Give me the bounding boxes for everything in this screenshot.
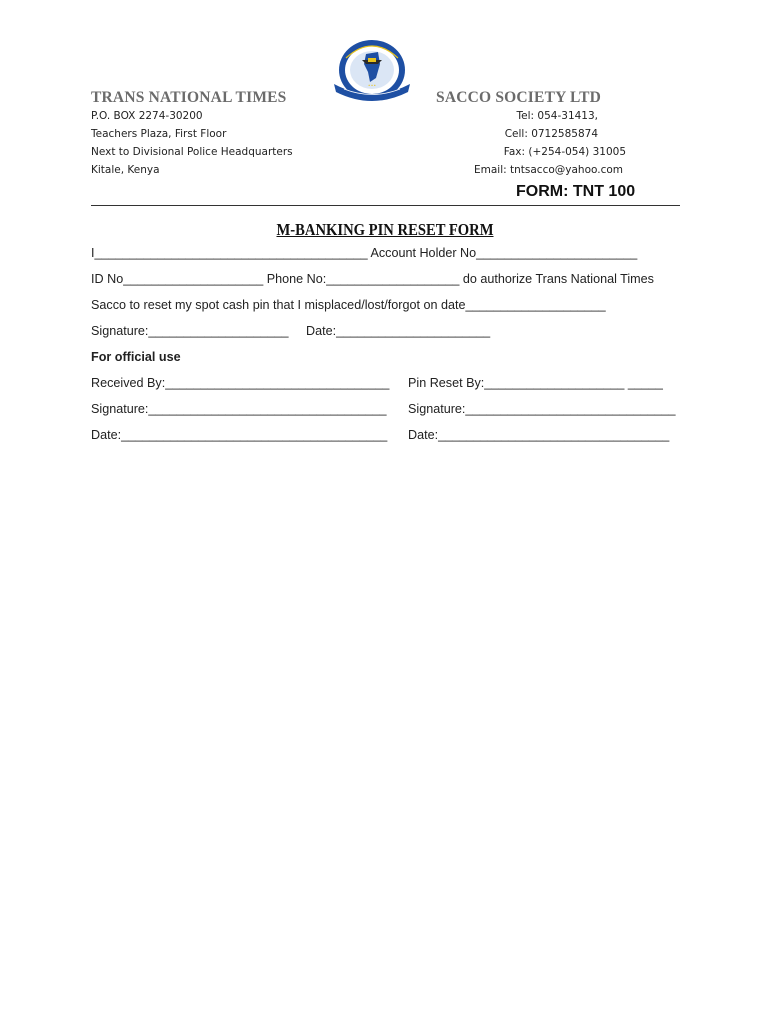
date-field[interactable]: Date:______________________ [306, 324, 491, 338]
address-line: Teachers Plaza, First Floor [91, 128, 227, 140]
pin-reset-by-field[interactable]: Pin Reset By:____________________ _____ [408, 376, 663, 390]
form-title: M-BANKING PIN RESET FORM [276, 220, 494, 239]
address-line: Next to Divisional Police Headquarters [91, 146, 293, 158]
official-signature-field[interactable]: Signature:__________________________________ [91, 402, 387, 416]
org-name-left: TRANS NATIONAL TIMES [91, 89, 287, 106]
contact-line: Cell: 0712585874 [504, 128, 598, 140]
official-date-field[interactable]: Date:______________________________________ [91, 428, 388, 442]
signature-field[interactable]: Signature:____________________ [91, 324, 289, 338]
account-holder-line[interactable]: I_______________________________________ Account Holder No_______________________ [91, 246, 638, 260]
official-use-heading: For official use [91, 350, 181, 364]
reset-date-field[interactable]: Date:_________________________________ [408, 428, 670, 442]
contact-line: Tel: 054-31413, [516, 110, 598, 122]
contact-line: Fax: (+254-054) 31005 [503, 146, 626, 158]
form-number: FORM: TNT 100 [516, 183, 636, 200]
address-line: P.O. BOX 2274-30200 [91, 110, 203, 122]
address-line: Kitale, Kenya [91, 164, 160, 176]
id-phone-line[interactable]: ID No____________________ Phone No:___________________ do authorize Trans National Times [91, 272, 654, 286]
sacco-seal-logo [328, 38, 416, 106]
contact-line: Email: tntsacco@yahoo.com [474, 164, 623, 176]
svg-text:• • •: • • • [368, 83, 376, 88]
received-by-field[interactable]: Received By:________________________________ [91, 376, 390, 390]
reset-date-line[interactable]: Sacco to reset my spot cash pin that I misplaced/lost/forgot on date____________________ [91, 298, 606, 312]
header-divider [91, 205, 680, 206]
org-name-right: SACCO SOCIETY LTD [436, 89, 602, 106]
reset-signature-field[interactable]: Signature:______________________________ [408, 402, 676, 416]
